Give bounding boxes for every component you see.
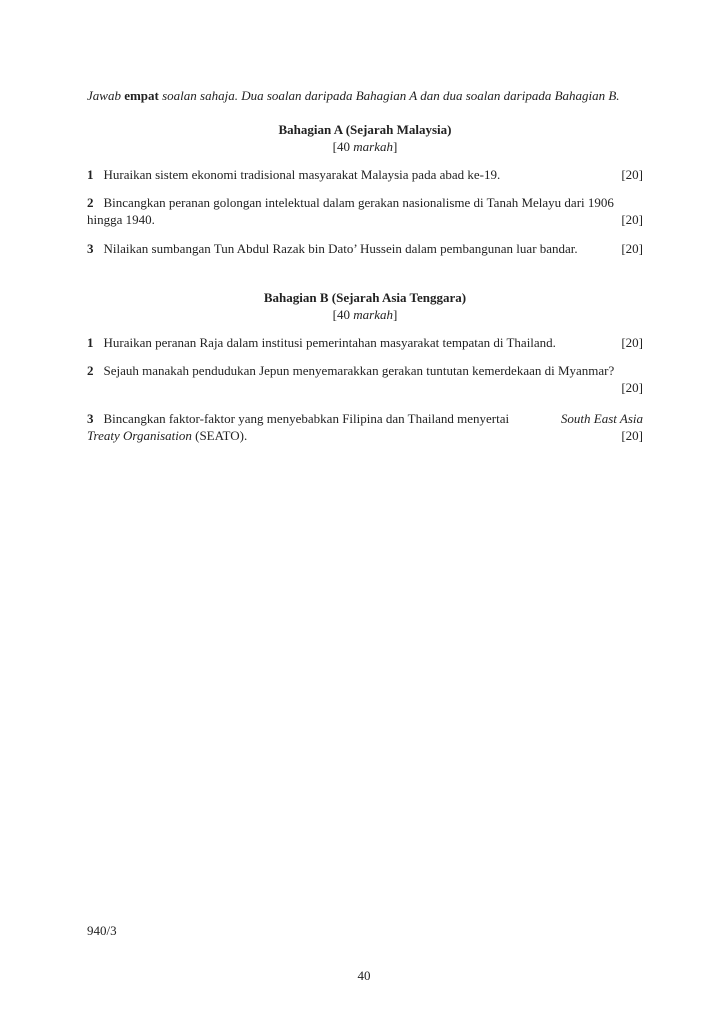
question-number: 2 <box>87 195 94 210</box>
question-text-italic: South East Asia <box>560 411 643 426</box>
question-number: 2 <box>87 363 94 378</box>
question-text: Nilaikan sumbangan Tun Abdul Razak bin Dato’ Hussein dalam pembangunan luar bandar. <box>103 241 578 256</box>
section-a-question-2 <box>87 194 643 228</box>
paper-code: 940/3 <box>87 923 117 938</box>
section-b-question-3 <box>87 410 643 444</box>
page-number: 40 <box>357 968 371 983</box>
section-a-question-1 <box>87 166 643 183</box>
question-mark: [20] <box>621 212 643 227</box>
question-mark: [20] <box>621 241 643 256</box>
section-b-header <box>87 289 643 323</box>
question-mark: [20] <box>621 167 643 182</box>
question-mark: [20] <box>621 428 643 443</box>
section-b-title: Bahagian B (Sejarah Asia Tenggara) <box>263 290 467 305</box>
instructions-part2: soalan sahaja. Dua soalan daripada Bahagian A dan dua soalan daripada Bahagian B. <box>162 88 620 103</box>
instructions-bold: empat <box>124 88 159 103</box>
section-a-marks: [40 markah] <box>332 139 398 154</box>
question-mark: [20] <box>621 335 643 350</box>
question-text: Sejauh manakah pendudukan Jepun menyemarakkan gerakan tuntutan kemerdekaan di Myanmar? <box>103 363 615 378</box>
question-text: Bincangkan peranan golongan intelektual dalam gerakan nasionalisme di Tanah Melayu dari 1906 <box>103 195 614 210</box>
section-b-question-2 <box>87 362 643 396</box>
section-a-question-3 <box>87 240 643 257</box>
question-text-cont: hingga 1940. <box>87 212 155 227</box>
question-text-cont: (SEATO). <box>195 428 248 443</box>
instructions-part1: Jawab <box>87 88 121 103</box>
question-mark: [20] <box>621 380 643 395</box>
question-text-italic-cont: Treaty Organisation <box>87 428 192 443</box>
section-b-question-1 <box>87 334 643 351</box>
section-a-title: Bahagian A (Sejarah Malaysia) <box>278 122 452 137</box>
question-number: 3 <box>87 411 94 426</box>
question-number: 1 <box>87 335 94 350</box>
section-b-marks: [40 markah] <box>332 307 398 322</box>
section-a-header <box>87 121 643 155</box>
question-number: 1 <box>87 167 94 182</box>
instructions <box>87 88 647 104</box>
question-text: Huraikan sistem ekonomi tradisional masyarakat Malaysia pada abad ke-19. <box>103 167 501 182</box>
question-text: Bincangkan faktor-faktor yang menyebabkan Filipina dan Thailand menyertai <box>103 411 510 426</box>
question-number: 3 <box>87 241 94 256</box>
question-text: Huraikan peranan Raja dalam institusi pemerintahan masyarakat tempatan di Thailand. <box>103 335 556 350</box>
